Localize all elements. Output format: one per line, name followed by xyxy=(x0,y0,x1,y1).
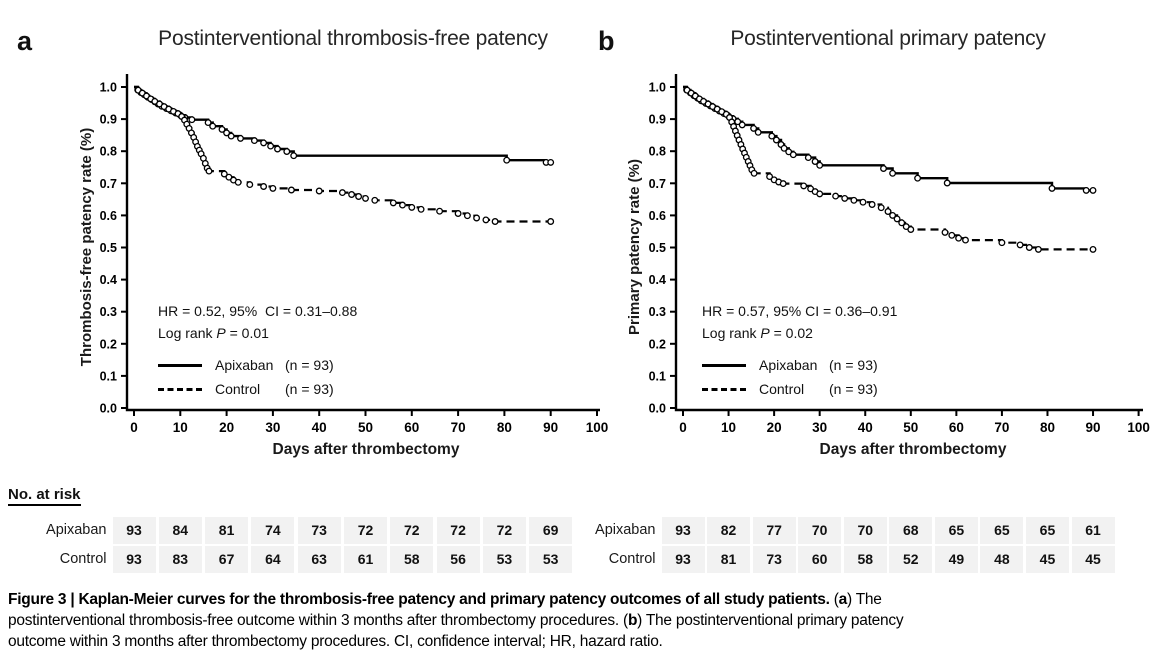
risk-count-cell: 93 xyxy=(662,546,705,573)
legend-label: Control xyxy=(759,381,805,397)
y-tick-label: 1.0 xyxy=(99,80,117,95)
risk-count-cell: 65 xyxy=(935,517,978,544)
panel-a-legend xyxy=(158,353,334,401)
caption-line: postinterventional thrombosis-free outcome within 3 months after thrombectomy procedures. (b) The postinterventional primary patency xyxy=(8,612,904,629)
risk-count-cell: 81 xyxy=(205,517,248,544)
y-tick-label: 0.6 xyxy=(99,208,117,223)
panel-a-hr-ci-text: HR = 0.52, 95% CI = 0.31–0.88 xyxy=(158,303,358,319)
risk-count-cell: 58 xyxy=(390,546,433,573)
panel-a-x-axis-label: Days after thrombectomy xyxy=(272,441,460,458)
panel-a-logrank-text: Log rank P = 0.01 xyxy=(158,324,269,341)
x-tick-label: 90 xyxy=(1085,420,1101,435)
risk-count-cell: 81 xyxy=(707,546,750,573)
risk-count-cell: 45 xyxy=(1072,546,1115,573)
x-tick-label: 10 xyxy=(172,420,188,435)
y-tick-label: 0.1 xyxy=(99,369,117,384)
legend-item-control xyxy=(158,377,334,401)
x-tick-label: 20 xyxy=(219,420,235,435)
caption-line: outcome within 3 months after thrombectomy procedures. CI, confidence interval; HR, hazard ratio. xyxy=(8,633,663,650)
risk-row-label-control: Control xyxy=(59,551,107,567)
panel-a-y-axis-label: Thrombosis-free patency rate (%) xyxy=(78,127,95,367)
censor-marks-control xyxy=(684,87,1095,252)
y-tick-label: 0.3 xyxy=(648,305,666,320)
risk-count-cell: 70 xyxy=(844,517,887,544)
risk-count-cell: 65 xyxy=(980,517,1023,544)
x-tick-label: 30 xyxy=(812,420,828,435)
y-tick-label: 0.3 xyxy=(99,305,117,320)
dashed-line-sample xyxy=(702,388,746,391)
y-tick-label: 0.0 xyxy=(648,401,666,416)
y-tick-label: 0.5 xyxy=(648,241,666,255)
risk-count-cell: 72 xyxy=(483,517,526,544)
risk-count-cell: 69 xyxy=(529,517,572,544)
x-tick-label: 40 xyxy=(857,420,873,435)
y-tick-label: 0.1 xyxy=(648,369,666,384)
y-tick-label: 0.8 xyxy=(99,144,117,159)
x-tick-label: 100 xyxy=(585,420,609,435)
x-tick-label: 0 xyxy=(130,420,138,435)
x-tick-label: 100 xyxy=(1127,420,1150,435)
risk-row-label-control: Control xyxy=(608,551,656,567)
x-tick-label: 20 xyxy=(766,420,782,435)
risk-count-cell: 56 xyxy=(437,546,480,573)
legend-label: Apixaban xyxy=(215,357,274,373)
dashed-line-sample xyxy=(158,388,202,391)
y-tick-label: 0.4 xyxy=(648,273,666,288)
risk-count-cell: 53 xyxy=(483,546,526,573)
risk-count-cell: 60 xyxy=(798,546,841,573)
legend-label: Apixaban xyxy=(759,357,818,373)
censor-marks-apixaban xyxy=(684,87,1096,193)
y-tick-label: 0.0 xyxy=(99,401,117,416)
legend-item-apixaban xyxy=(158,353,334,377)
legend-n-count: (n = 93) xyxy=(829,381,878,397)
risk-count-cell: 83 xyxy=(159,546,202,573)
risk-count-cell: 72 xyxy=(390,517,433,544)
y-tick-label: 0.4 xyxy=(99,273,117,288)
legend-n-count: (n = 93) xyxy=(285,381,334,397)
risk-count-cell: 82 xyxy=(707,517,750,544)
panel-b-title: Postinterventional primary patency xyxy=(730,27,1046,50)
x-tick-label: 80 xyxy=(496,420,512,435)
y-tick-label: 1.0 xyxy=(648,80,666,95)
panel-b-logrank-text: Log rank P = 0.02 xyxy=(702,324,813,341)
legend-n-count: (n = 93) xyxy=(285,357,334,373)
caption-line: Figure 3 | Kaplan-Meier curves for the thrombosis-free patency and primary patency outcomes of all study patients. (a) The xyxy=(8,591,882,608)
figure-caption xyxy=(8,589,1163,652)
panel-b-label: b xyxy=(598,26,615,56)
y-tick-label: 0.7 xyxy=(99,176,117,191)
legend-label: Control xyxy=(215,381,261,397)
risk-count-cell: 49 xyxy=(935,546,978,573)
risk-count-cell: 93 xyxy=(113,517,156,544)
legend-item-control xyxy=(702,377,878,401)
risk-count-cell: 65 xyxy=(1026,517,1069,544)
x-tick-label: 40 xyxy=(311,420,327,435)
panel-b-x-axis-label: Days after thrombectomy xyxy=(819,441,1007,458)
panel-b-hr-ci-text: HR = 0.57, 95% CI = 0.36–0.91 xyxy=(702,303,898,319)
x-tick-label: 80 xyxy=(1039,420,1055,435)
risk-count-cell: 64 xyxy=(251,546,294,573)
risk-row-label-apixaban: Apixaban xyxy=(595,522,656,538)
x-tick-label: 60 xyxy=(948,420,964,435)
x-tick-label: 60 xyxy=(404,420,420,435)
p-value-symbol: P xyxy=(216,324,226,341)
curve-apixaban xyxy=(683,87,1093,190)
risk-count-cell: 63 xyxy=(298,546,341,573)
panel-b-legend xyxy=(702,353,878,401)
panel-b-stats xyxy=(702,301,897,344)
y-tick-label: 0.9 xyxy=(99,112,117,127)
solid-line-sample xyxy=(702,364,746,367)
risk-count-cell: 48 xyxy=(980,546,1023,573)
risk-count-cell: 58 xyxy=(844,546,887,573)
risk-count-cell: 73 xyxy=(298,517,341,544)
risk-count-cell: 93 xyxy=(113,546,156,573)
legend-n-count: (n = 93) xyxy=(829,357,878,373)
panel-a-title: Postinterventional thrombosis-free patency xyxy=(158,27,548,50)
x-tick-label: 70 xyxy=(994,420,1010,435)
x-tick-label: 50 xyxy=(357,420,374,435)
p-value-symbol: P xyxy=(760,324,770,341)
y-tick-label: 0.7 xyxy=(648,176,666,191)
y-tick-label: 0.5 xyxy=(99,241,117,255)
x-tick-label: 0 xyxy=(679,420,687,435)
risk-count-cell: 93 xyxy=(662,517,705,544)
y-tick-label: 0.8 xyxy=(648,144,666,159)
panel-a-label: a xyxy=(17,26,33,56)
y-tick-label: 0.2 xyxy=(648,337,666,352)
x-tick-label: 90 xyxy=(543,420,559,435)
x-tick-label: 50 xyxy=(903,420,919,435)
risk-count-cell: 72 xyxy=(344,517,387,544)
panel-a-stats xyxy=(158,301,357,344)
risk-count-cell: 84 xyxy=(159,517,202,544)
risk-count-cell: 67 xyxy=(205,546,248,573)
curve-control xyxy=(134,87,551,222)
x-tick-label: 10 xyxy=(721,420,737,435)
risk-count-cell: 74 xyxy=(251,517,294,544)
risk-count-cell: 61 xyxy=(1072,517,1115,544)
risk-count-cell: 45 xyxy=(1026,546,1069,573)
x-tick-label: 70 xyxy=(450,420,466,435)
risk-count-cell: 68 xyxy=(889,517,932,544)
no-at-risk-header: No. at risk xyxy=(8,486,81,506)
solid-line-sample xyxy=(158,364,202,367)
risk-count-cell: 70 xyxy=(798,517,841,544)
y-tick-label: 0.2 xyxy=(99,337,117,352)
risk-count-cell: 61 xyxy=(344,546,387,573)
risk-count-cell: 72 xyxy=(437,517,480,544)
y-tick-label: 0.9 xyxy=(648,112,666,127)
risk-count-cell: 77 xyxy=(753,517,796,544)
y-tick-label: 0.6 xyxy=(648,208,666,223)
x-tick-label: 30 xyxy=(265,420,281,435)
panel-b-y-axis-label: Primary patency rate (%) xyxy=(626,159,643,335)
risk-count-cell: 53 xyxy=(529,546,572,573)
risk-count-cell: 73 xyxy=(753,546,796,573)
risk-row-label-apixaban: Apixaban xyxy=(46,522,107,538)
risk-count-cell: 52 xyxy=(889,546,932,573)
legend-item-apixaban xyxy=(702,353,878,377)
